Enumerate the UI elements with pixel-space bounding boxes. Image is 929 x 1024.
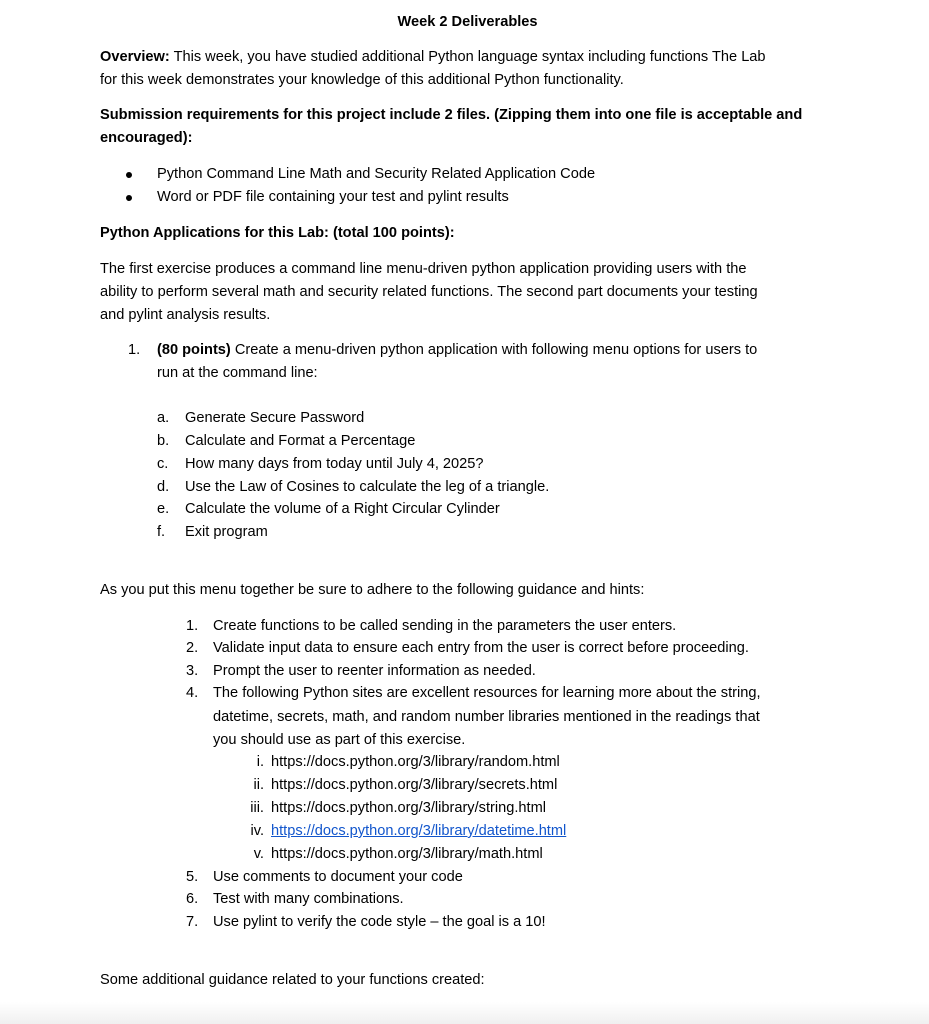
applications-intro: ability to perform several math and security related functions. The second part documents your testing — [100, 284, 758, 300]
resource-url: https://docs.python.org/3/library/math.html — [271, 846, 543, 862]
guidance-item-cont: datetime, secrets, math, and random number libraries mentioned in the readings that — [213, 709, 760, 725]
option-letter: d. — [157, 479, 170, 495]
menu-option: Calculate the volume of a Right Circular Cylinder — [185, 501, 500, 517]
guidance-item: Use pylint to verify the code style – the goal is a 10! — [213, 914, 546, 930]
guidance-item: Use comments to document your code — [213, 869, 463, 885]
link-roman: i. — [256, 754, 264, 770]
menu-option: Exit program — [185, 524, 268, 540]
task1-line-2: run at the command line: — [157, 365, 318, 381]
overview-label: Overview: — [100, 49, 170, 65]
applications-intro: The first exercise produces a command line menu-driven python application providing users with the — [100, 261, 747, 277]
link-roman: v. — [253, 846, 264, 862]
option-letter: b. — [157, 433, 170, 449]
guidance-num: 7. — [186, 914, 199, 930]
overview-line-1 — [100, 46, 766, 69]
submission-bullet: Word or PDF file containing your test and pylint results — [157, 189, 509, 205]
applications-heading: Python Applications for this Lab: (total 100 points): — [100, 225, 455, 241]
option-letter: e. — [157, 501, 170, 517]
bullet-dot — [126, 195, 132, 201]
guidance-num: 1. — [186, 618, 199, 634]
task1-text: Create a menu-driven python application with following menu options for users to — [234, 342, 758, 358]
task1-line-1 — [157, 339, 757, 362]
applications-intro: and pylint analysis results. — [100, 307, 271, 323]
resource-url: https://docs.python.org/3/library/random.html — [271, 754, 560, 770]
menu-option: Calculate and Format a Percentage — [185, 433, 416, 449]
guidance-item: Test with many combinations. — [213, 891, 404, 907]
guidance-num: 4. — [186, 685, 199, 701]
guidance-num: 5. — [186, 869, 199, 885]
guidance-item-cont: you should use as part of this exercise. — [213, 732, 466, 748]
submission-heading: Submission requirements for this project include 2 files. (Zipping them into one file is acceptable and — [100, 107, 803, 123]
option-letter: c. — [157, 456, 169, 472]
guidance-num: 3. — [186, 663, 199, 679]
guidance-intro: As you put this menu together be sure to adhere to the following guidance and hints: — [100, 582, 645, 598]
task1-points: (80 points) — [157, 342, 231, 358]
submission-heading-cont: encouraged): — [100, 130, 193, 146]
guidance-item: Create functions to be called sending in the parameters the user enters. — [213, 618, 677, 634]
overview-line-2: for this week demonstrates your knowledge of this additional Python functionality. — [100, 72, 624, 88]
bullet-dot — [126, 172, 132, 178]
menu-option: Generate Secure Password — [185, 410, 365, 426]
submission-bullet: Python Command Line Math and Security Related Application Code — [157, 166, 596, 182]
resource-url: https://docs.python.org/3/library/secrets.html — [271, 777, 558, 793]
guidance-item: The following Python sites are excellent resources for learning more about the string, — [213, 685, 761, 701]
link-roman: iii. — [250, 800, 264, 816]
menu-option: How many days from today until July 4, 2025? — [185, 456, 484, 472]
option-letter: f. — [157, 524, 166, 540]
guidance-item: Prompt the user to reenter information as needed. — [213, 663, 536, 679]
resource-url: https://docs.python.org/3/library/string.html — [271, 800, 546, 816]
datetime-docs-link[interactable]: https://docs.python.org/3/library/datetime.html — [271, 823, 567, 839]
guidance-num: 6. — [186, 891, 199, 907]
guidance-item: Validate input data to ensure each entry from the user is correct before proceeding. — [213, 640, 749, 656]
closing-text: Some additional guidance related to your functions created: — [100, 972, 485, 988]
option-letter: a. — [157, 410, 170, 426]
page-bottom-fade — [0, 1002, 929, 1024]
guidance-num: 2. — [186, 640, 199, 656]
link-roman: ii. — [253, 777, 264, 793]
menu-option: Use the Law of Cosines to calculate the leg of a triangle. — [185, 479, 550, 495]
page-title: Week 2 Deliverables — [397, 14, 538, 30]
task-number: 1. — [128, 342, 141, 358]
overview-text: This week, you have studied additional Python language syntax including functions The Lab — [173, 49, 766, 65]
link-roman: iv. — [250, 823, 264, 839]
